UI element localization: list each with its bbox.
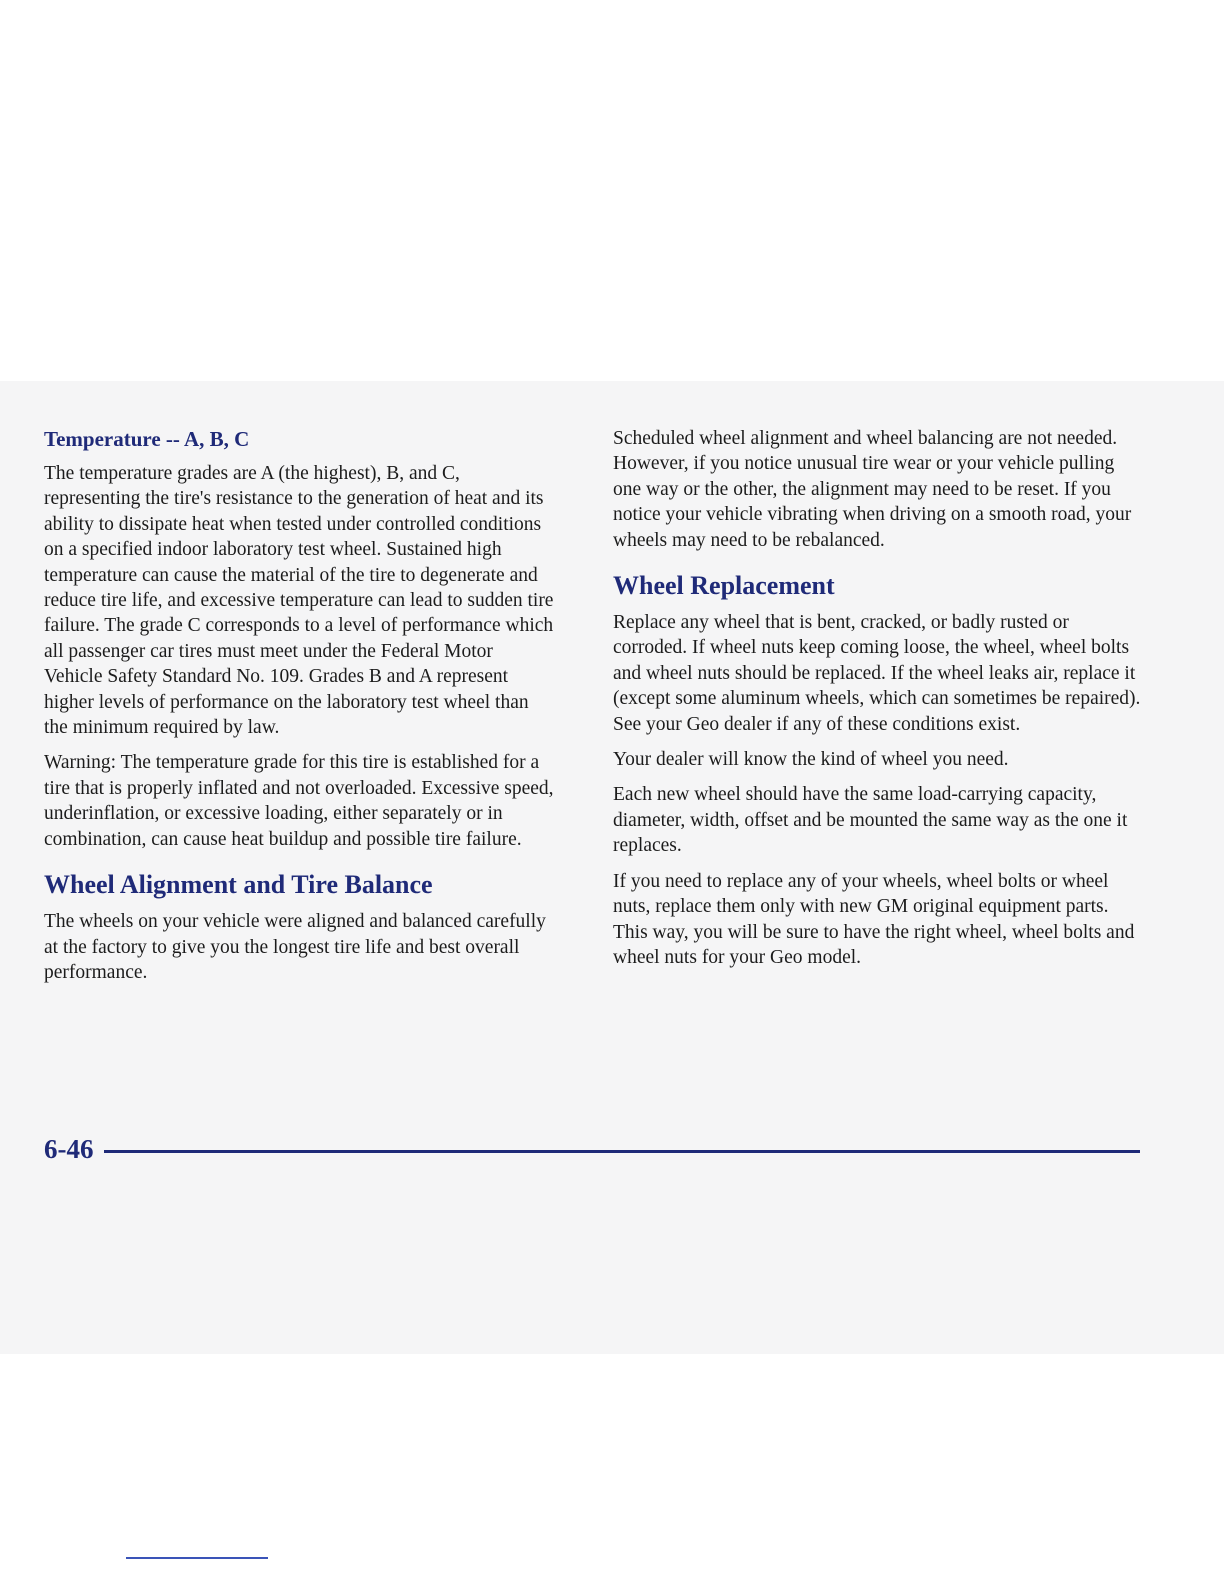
replacement-paragraph-1: Replace any wheel that is bent, cracked, or badly rusted or corroded. If wheel nuts keep coming loose, the wheel, wheel bolts and wheel nuts should be replaced. If the wheel leaks air, replace it (except some aluminum wheels, which can sometimes be repaired). See your Geo dealer if any of these conditions exist. [613,612,1141,735]
footer-rule [104,1150,1141,1153]
right-column [613,426,1143,980]
warning-paragraph: Warning: The temperature grade for this tire is established for a tire that is properly inflated and not overloaded. Excessive speed, underinflation, or excessive loading, either separately or in combination, can cause heat buildup and possible tire failure. [44,752,554,850]
temperature-heading: Temperature -- A, B, C [44,427,250,451]
scheduled-alignment-paragraph: Scheduled wheel alignment and wheel balancing are not needed. However, if you notice unusual tire wear or your vehicle pulling one way or the other, the alignment may need to be reset. If you notice your vehicle vibrating when driving on a smooth road, your wheels may need to be rebalanced. [613,428,1132,551]
temperature-paragraph: The temperature grades are A (the highest), B, and C, representing the tire's resistance to the generation of heat and its ability to dissipate heat when tested under controlled conditions on a specified indoor laboratory test wheel. Sustained high temperature can cause the material of the tire to degenerate and reduce tire life, and excessive temperature can lead to sudden tire failure. The grade C corresponds to a level of performance which all passenger car tires must meet under the Federal Motor Vehicle Safety Standard No. 109. Grades B and A represent higher levels of performance on the laboratory test wheel than the minimum required by law. [44,463,554,739]
alignment-paragraph: The wheels on your vehicle were aligned and balanced carefully at the factory to give you the longest tire life and best overall performance. [44,911,546,983]
alignment-heading: Wheel Alignment and Tire Balance [44,870,433,900]
wheel-replacement-heading: Wheel Replacement [613,571,835,601]
bottom-link-underline [126,1557,268,1559]
replacement-paragraph-2: Your dealer will know the kind of wheel you need. [613,749,1009,771]
page-number: 6-46 [44,1134,94,1164]
replacement-paragraph-4: If you need to replace any of your wheels, wheel bolts or wheel nuts, replace them only with new GM original equipment parts. This way, you will be sure to have the right wheel, wheel bolts and wheel nuts for your Geo model. [613,870,1135,968]
page-footer [44,1132,1140,1166]
left-column [44,426,554,995]
replacement-paragraph-3: Each new wheel should have the same load-carrying capacity, diameter, width, offset and be mounted the same way as the one it replaces. [613,784,1128,857]
